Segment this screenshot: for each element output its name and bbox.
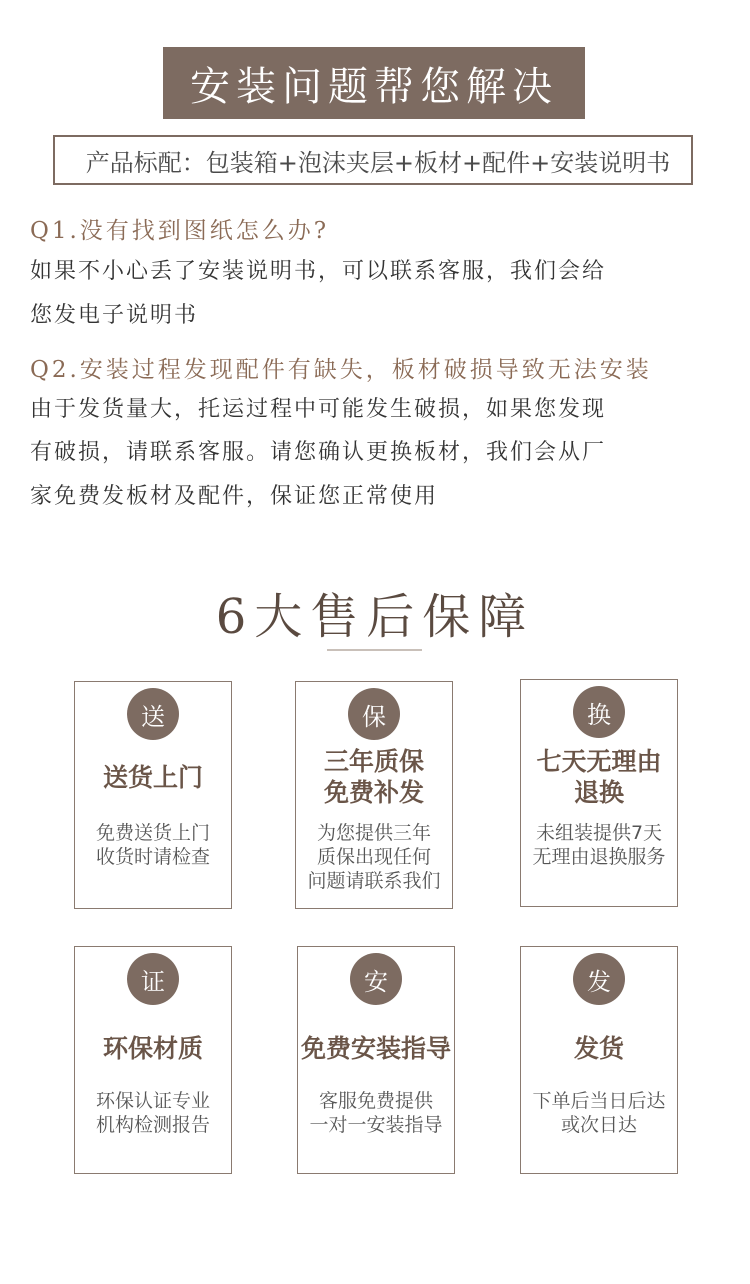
card-description-line: 环保认证专业 — [95, 1090, 210, 1112]
faq-answer-2-line-3: 家免费发板材及配件，保证您正常使用 — [30, 484, 439, 509]
card-title — [75, 762, 231, 793]
card-description-line: 问题请联系我们 — [307, 870, 441, 892]
guarantee-card-delivery — [74, 681, 232, 909]
card-title-line: 免费安装指导 — [300, 1034, 451, 1063]
card-description-line: 免费送货上门 — [95, 822, 210, 844]
card-title-line: 七天无理由 — [536, 747, 662, 776]
card-description — [296, 821, 452, 893]
card-description-line: 为您提供三年 — [316, 822, 431, 844]
guarantee-card-shipping — [520, 946, 678, 1174]
card-description-line: 收货时请检查 — [95, 846, 210, 868]
guarantee-card-return — [520, 679, 678, 907]
faq-answer-2-line-2: 有破损，请联系客服。请您确认更换板材，我们会从厂 — [30, 440, 607, 465]
card-badge-icon: 发 — [573, 953, 625, 1005]
card-title — [521, 746, 677, 808]
faq-answer-1-line-1: 如果不小心丢了安装说明书，可以联系客服，我们会给 — [30, 259, 607, 284]
card-description — [521, 1089, 677, 1137]
card-title-line: 环保材质 — [102, 1034, 203, 1063]
faq-answer-2-line-1: 由于发货量大，托运过程中可能发生破损，如果您发现 — [30, 397, 607, 422]
guarantee-card-installation — [297, 946, 455, 1174]
faq-question-1: Q1.没有找到图纸怎么办? — [30, 218, 330, 244]
card-title — [298, 1033, 454, 1064]
card-badge-icon: 证 — [127, 953, 179, 1005]
card-title — [521, 1033, 677, 1064]
card-description-line: 客服免费提供 — [318, 1090, 433, 1112]
card-description — [75, 1089, 231, 1137]
card-description-line: 或次日达 — [560, 1114, 637, 1136]
card-description — [75, 821, 231, 869]
faq-question-2: Q2.安装过程发现配件有缺失，板材破损导致无法安装 — [30, 357, 652, 383]
package-contents-text: 产品标配：包装箱+泡沫夹层+板材+配件+安装说明书 — [85, 148, 671, 177]
card-title-line: 免费补发 — [323, 778, 424, 807]
card-description — [521, 821, 677, 869]
card-description-line: 下单后当日后达 — [532, 1090, 666, 1112]
guarantee-card-warranty — [295, 681, 453, 909]
card-title-line: 退换 — [573, 778, 624, 807]
card-description-line: 质保出现任何 — [316, 846, 431, 868]
card-title — [296, 746, 452, 808]
card-badge-icon: 安 — [350, 953, 402, 1005]
card-description-line: 未组装提供7天 — [535, 822, 663, 844]
card-description-line: 机构检测报告 — [95, 1114, 210, 1136]
page-banner — [163, 47, 585, 119]
card-title-line: 送货上门 — [102, 763, 203, 792]
card-badge-icon: 送 — [127, 688, 179, 740]
guarantees-title-divider — [327, 649, 422, 651]
card-badge-icon: 换 — [573, 686, 625, 738]
card-title-line: 三年质保 — [323, 747, 424, 776]
card-description-line: 一对一安装指导 — [309, 1114, 443, 1136]
guarantee-card-eco — [74, 946, 232, 1174]
banner-title: 安装问题帮您解决 — [190, 63, 558, 110]
card-description — [298, 1089, 454, 1137]
card-description-line: 无理由退换服务 — [532, 846, 666, 868]
card-badge-icon: 保 — [348, 688, 400, 740]
faq-answer-1-line-2: 您发电子说明书 — [30, 303, 199, 328]
card-title-line: 发货 — [573, 1034, 624, 1063]
card-title — [75, 1033, 231, 1064]
package-contents-box — [53, 135, 693, 185]
guarantees-title: 6大售后保障 — [215, 589, 535, 645]
